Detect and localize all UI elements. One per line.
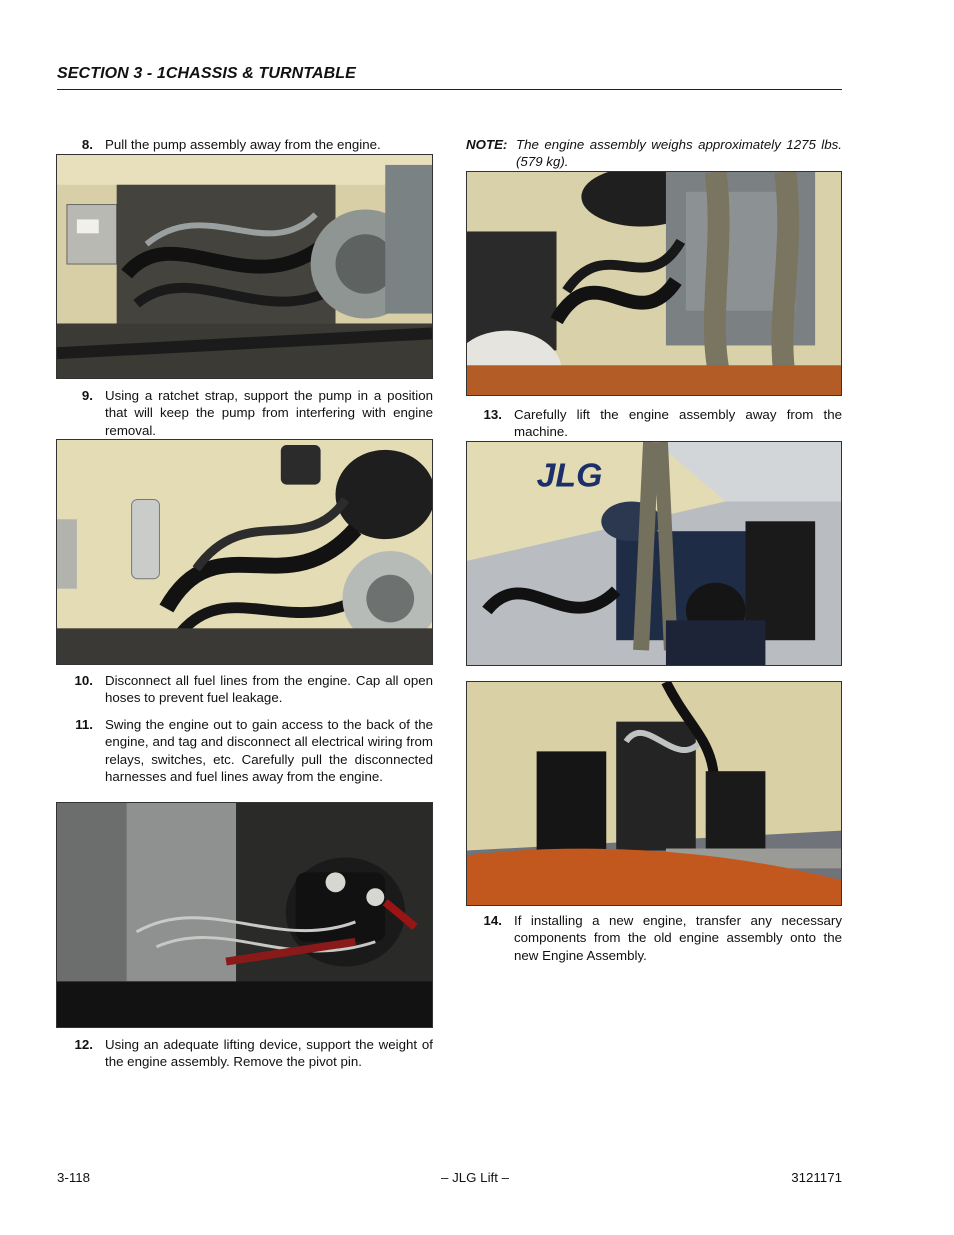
step-text: If installing a new engine, transfer any necessary components from the old engine assembly onto the new Engine Assembly. [514, 913, 842, 963]
photo-pump-assembly [56, 154, 433, 379]
step-number: 12. [74, 1037, 93, 1052]
header-rule [57, 89, 842, 90]
photo-engine-lift [466, 441, 842, 666]
step-text: Swing the engine out to gain access to the back of the engine, and tag and disconnect all electrical wiring from relays, switches, etc. Carefully pull the disconnected harnesses and fuel lines away from the engine. [105, 717, 433, 785]
photo-ratchet-strap [56, 439, 433, 665]
note-text: The engine assembly weighs approximately 1275 lbs. (579 kg). [516, 137, 842, 170]
step-number: 9. [81, 388, 93, 403]
step-text: Using an adequate lifting device, support the weight of the engine assembly. Remove the pivot pin. [105, 1037, 433, 1070]
step-text: Pull the pump assembly away from the engine. [105, 137, 381, 152]
step-text: Disconnect all fuel lines from the engine. Cap all open hoses to prevent fuel leakage. [105, 673, 433, 706]
step-number: 8. [81, 137, 93, 152]
section-title: SECTION 3 - 1CHASSIS & TURNTABLE [57, 65, 356, 82]
footer-center: – JLG Lift – [441, 1170, 509, 1185]
step-number: 10. [74, 673, 93, 688]
photo-lifting-support [466, 171, 842, 396]
step-number: 11. [75, 717, 93, 732]
photo-electrical-wiring [56, 802, 433, 1028]
step-text: Carefully lift the engine assembly away from the machine. [514, 407, 842, 440]
photo-turntable-empty [466, 681, 842, 906]
step-text: Using a ratchet strap, support the pump in a position that will keep the pump from interfering with engine removal. [105, 388, 433, 438]
jlg-sign: JLG [536, 456, 603, 495]
step-number: 14. [483, 913, 502, 928]
step-number: 13. [483, 407, 502, 422]
note-label: NOTE: [466, 137, 508, 152]
document-number: 3121171 [791, 1170, 842, 1185]
page-number: 3-118 [57, 1170, 91, 1185]
